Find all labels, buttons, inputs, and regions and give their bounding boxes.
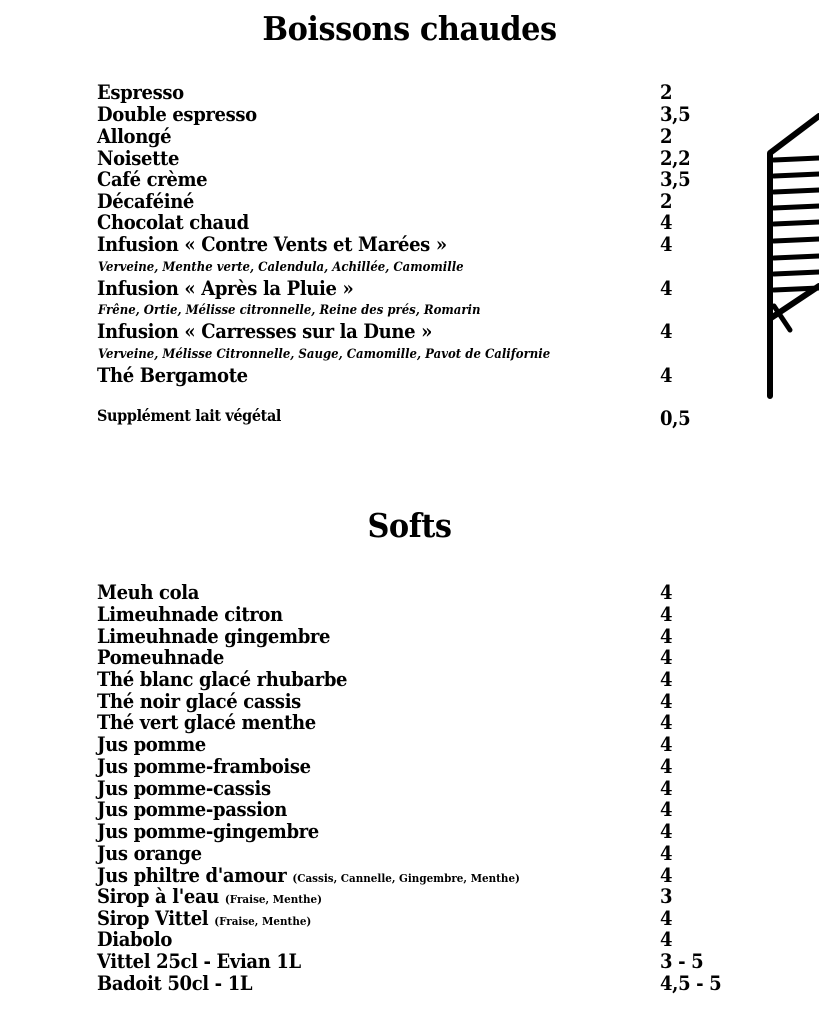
item-price: 4 — [660, 906, 673, 930]
item-name: Café crème — [97, 167, 208, 191]
supplement-price: 0,5 — [660, 406, 691, 430]
item-price: 2,2 — [660, 146, 691, 170]
item-note: (Fraise, Menthe) — [214, 914, 312, 928]
item-name: Diabolo — [97, 927, 173, 951]
item-name: Jus philtre d'amour — [97, 863, 287, 887]
item-name: Pomeuhnade — [97, 645, 224, 669]
comb-illustration — [760, 108, 819, 403]
item-price: 4 — [660, 710, 673, 734]
item-name: Badoit 50cl - 1L — [97, 971, 253, 995]
item-name: Thé vert glacé menthe — [97, 710, 316, 734]
item-name: Infusion « Carresses sur la Dune » — [97, 319, 432, 343]
item-price: 4 — [660, 776, 673, 800]
item-note: (Fraise, Menthe) — [224, 892, 323, 906]
item-price: 4 — [660, 819, 673, 843]
item-name: Jus pomme-cassis — [97, 776, 271, 800]
item-price: 4 — [660, 667, 673, 691]
item-name: Chocolat chaud — [97, 210, 249, 234]
item-note: (Cassis, Cannelle, Gingembre, Menthe) — [292, 871, 520, 885]
item-price: 4 — [660, 797, 673, 821]
item-description: Verveine, Mélisse Citronnelle, Sauge, Camomille, Pavot de Californie — [98, 347, 551, 362]
item-price: 3 — [660, 884, 673, 908]
item-name: Jus pomme — [97, 732, 206, 756]
item-name: Infusion « Après la Pluie » — [97, 276, 354, 300]
item-price: 4 — [660, 754, 673, 778]
item-name: Double espresso — [97, 102, 257, 126]
item-price: 4 — [660, 319, 673, 343]
item-name: Thé blanc glacé rhubarbe — [97, 667, 348, 691]
item-name: Sirop à l'eau — [97, 884, 219, 908]
item-price: 2 — [660, 189, 673, 213]
item-description: Frêne, Ortie, Mélisse citronnelle, Reine des prés, Romarin — [98, 303, 481, 318]
item-name: Limeuhnade gingembre — [97, 624, 331, 648]
item-name: Meuh cola — [97, 580, 200, 604]
item-price: 4 — [660, 602, 673, 626]
item-price: 4 — [660, 732, 673, 756]
item-price: 3 - 5 — [660, 949, 704, 973]
item-price: 4 — [660, 276, 673, 300]
item-name: Jus orange — [97, 841, 202, 865]
item-name: Noisette — [97, 146, 180, 170]
item-name: Sirop Vittel — [97, 906, 209, 930]
item-price: 4 — [660, 363, 673, 387]
item-name: Jus pomme-passion — [97, 797, 287, 821]
item-price: 4 — [660, 232, 673, 256]
item-name: Jus pomme-framboise — [97, 754, 311, 778]
item-name: Thé noir glacé cassis — [97, 689, 301, 713]
item-description: Verveine, Menthe verte, Calendula, Achillée, Camomille — [98, 260, 464, 275]
item-name: Limeuhnade citron — [97, 602, 283, 626]
item-price: 2 — [660, 80, 673, 104]
item-price: 2 — [660, 124, 673, 148]
item-price: 4 — [660, 841, 673, 865]
item-price: 4 — [660, 689, 673, 713]
item-name: Espresso — [97, 80, 184, 104]
item-name: Allongé — [97, 124, 172, 148]
section-title-softs: Softs — [367, 506, 452, 545]
item-price: 4 — [660, 863, 673, 887]
item-price: 3,5 — [660, 167, 691, 191]
section-title-hot-drinks: Boissons chaudes — [262, 9, 557, 48]
item-price: 3,5 — [660, 102, 691, 126]
item-name: Jus pomme-gingembre — [97, 819, 319, 843]
item-price: 4 — [660, 927, 673, 951]
supplement-name: Supplément lait végétal — [97, 406, 282, 425]
item-price: 4 — [660, 580, 673, 604]
item-name: Thé Bergamote — [97, 363, 248, 387]
item-price: 4 — [660, 624, 673, 648]
item-name: Vittel 25cl - Evian 1L — [97, 949, 301, 973]
item-name: Décaféiné — [97, 189, 195, 213]
item-name: Infusion « Contre Vents et Marées » — [97, 232, 447, 256]
item-price: 4 — [660, 210, 673, 234]
item-price: 4,5 - 5 — [660, 971, 722, 995]
item-price: 4 — [660, 645, 673, 669]
